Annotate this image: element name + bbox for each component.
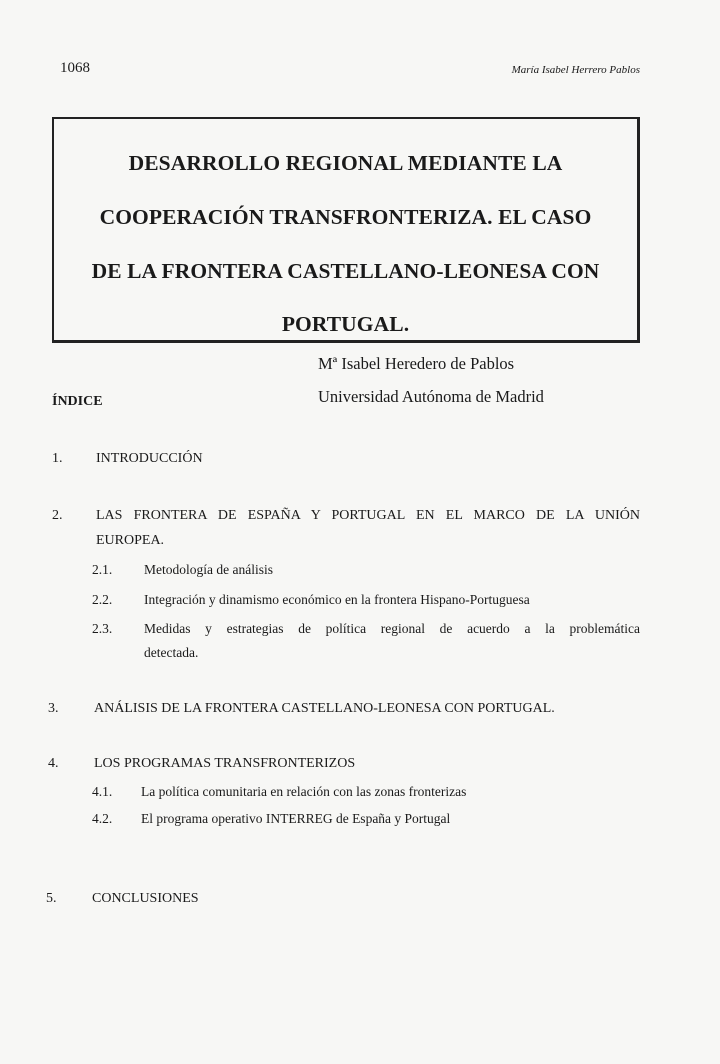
running-head: María Isabel Herrero Pablos (511, 64, 640, 76)
toc-subsection-4-1-title: La política comunitaria en relación con las zonas fronterizas (141, 784, 467, 799)
title-line-3: DE LA FRONTERA CASTELLANO-LEONESA CON (91, 259, 600, 283)
toc-subsection-2-3-number: 2.3. (92, 621, 113, 636)
toc-section-3-number: 3. (48, 701, 59, 716)
toc-section-5-number: 5. (46, 891, 57, 906)
index-heading: ÍNDICE (52, 394, 103, 409)
toc-section-2-title-line-1: LAS FRONTERA DE ESPAÑA Y PORTUGAL EN EL MARCO DE LA UNIÓN (96, 508, 640, 523)
toc-section-5-title: CONCLUSIONES (92, 891, 199, 906)
author-name: Mª Isabel Heredero de Pablos (318, 354, 515, 373)
toc-section-1-title: INTRODUCCIÓN (96, 451, 203, 466)
toc-subsection-2-3-title-line-1: Medidas y estrategias de política regional de acuerdo a la problemática (144, 621, 640, 636)
page-number: 1068 (60, 60, 90, 76)
title-line-1: DESARROLLO REGIONAL MEDIANTE LA (128, 151, 563, 175)
toc-subsection-4-2-title: El programa operativo INTERREG de España y Portugal (141, 811, 451, 826)
author-affiliation: Universidad Autónoma de Madrid (318, 387, 544, 406)
toc-subsection-2-1-title: Metodología de análisis (144, 562, 273, 577)
toc-section-4-title: LOS PROGRAMAS TRANSFRONTERIZOS (94, 756, 356, 771)
toc-section-1-number: 1. (52, 451, 63, 466)
toc-subsection-2-3-title-line-2: detectada. (144, 645, 199, 660)
toc-subsection-4-1-number: 4.1. (92, 784, 113, 799)
toc-subsection-4-2-number: 4.2. (92, 811, 113, 826)
title-box (52, 117, 640, 343)
toc-section-3-title: ANÁLISIS DE LA FRONTERA CASTELLANO-LEONESA CON PORTUGAL. (94, 701, 555, 716)
toc-subsection-2-1-number: 2.1. (92, 562, 113, 577)
toc-subsection-2-2-title: Integración y dinamismo económico en la frontera Hispano-Portuguesa (144, 592, 530, 607)
title-line-2: COOPERACIÓN TRANSFRONTERIZA. EL CASO (99, 205, 592, 229)
title-line-4: PORTUGAL. (281, 312, 410, 336)
toc-subsection-2-2-number: 2.2. (92, 592, 113, 607)
toc-section-2-title-line-2: EUROPEA. (96, 533, 165, 548)
toc-section-2-number: 2. (52, 508, 63, 523)
toc-section-4-number: 4. (48, 756, 59, 771)
